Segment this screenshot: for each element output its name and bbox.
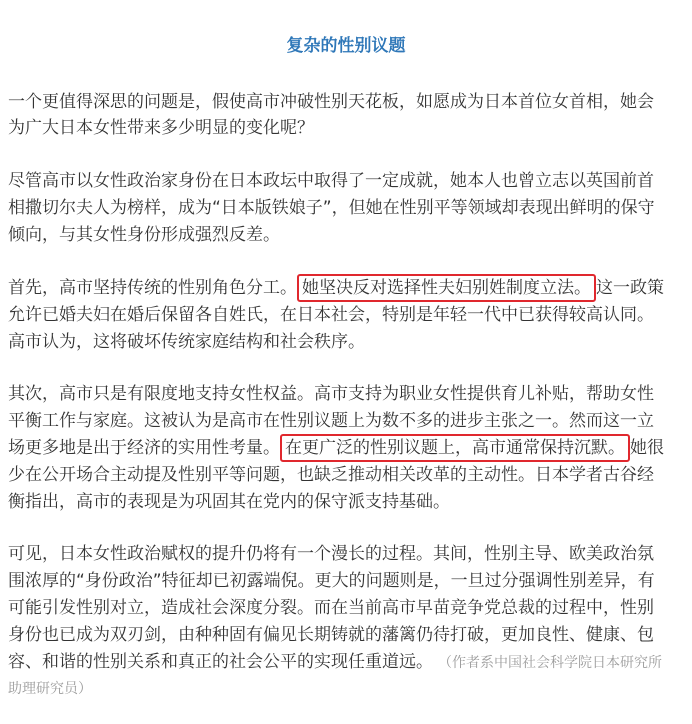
paragraph-4-text-after: 她很	[630, 438, 664, 458]
paragraph-3-text-after: 这一政策	[596, 278, 664, 298]
paragraph-1-line-1: 一个更值得深思的问题是，假使高市冲破性别天花板，如愿成为日本首位女首相，她会	[8, 92, 654, 112]
paragraph-3-text-before: 首先，高市坚持传统的性别角色分工。	[8, 278, 297, 298]
paragraph-4-line-2: 平衡工作与家庭。这被认为是高市在性别议题上为数不多的进步主张之一。然而这一立	[8, 411, 654, 431]
paragraph-4-line-4: 少在公开场合主动提及性别平等问题，也缺乏推动相关改革的主动性。日本学者古谷经	[8, 465, 654, 485]
paragraph-4-line-3	[8, 435, 664, 461]
paragraph-2-line-2: 相撒切尔夫人为榜样，成为“日本版铁娘子”，但她在性别平等领域却表现出鲜明的保守	[8, 198, 655, 218]
paragraph-5-line-2: 围浓厚的“身份政治”特征却已初露端倪。更大的问题则是，一旦过分强调性别差异，有	[8, 571, 655, 591]
paragraph-5-line-5	[8, 649, 662, 676]
paragraph-3-line-2: 允许已婚夫妇在婚后保留各自姓氏，在日本社会，特别是年轻一代中已获得较高认同。	[8, 305, 654, 325]
paragraph-5-line-4: 身份也已成为双刃剑，由种种固有偏见长期铸就的藩篱仍待打破，更加良性、健康、包	[8, 625, 654, 645]
paragraph-4-line-5: 衡指出，高市的表现是为巩固其在党内的保守派支持基础。	[8, 492, 450, 512]
paragraph-4-text-before: 场更多地是出于经济的实用性考量。	[8, 438, 280, 458]
paragraph-4-line-1: 其次，高市只是有限度地支持女性权益。高市支持为职业女性提供育儿补贴，帮助女性	[8, 384, 654, 404]
paragraph-5-line-1: 可见，日本女性政治赋权的提升仍将有一个漫长的过程。其间，性别主导、欧美政治氛	[8, 544, 654, 564]
paragraph-3-line-3: 高市认为，这将破坏传统家庭结构和社会秩序。	[8, 332, 365, 352]
paragraph-5-line-3: 可能引发性别对立，造成社会深度分裂。而在当前高市早苗竞争党总裁的过程中，性别	[8, 598, 654, 618]
paragraph-2-line-3: 倾向，与其女性身份形成强烈反差。	[8, 225, 280, 245]
paragraph-3-line-1	[8, 275, 664, 301]
highlighted-sentence-1: 她坚决反对选择性夫妇别姓制度立法。	[297, 274, 596, 302]
author-byline: （作者系中国社会科学院日本研究所	[445, 655, 662, 671]
author-byline-continued: 助理研究员）	[8, 681, 92, 697]
paragraph-5-last-text: 容、和谐的性别关系和真正的社会公平的实现任重道远。	[8, 652, 433, 672]
section-title: 复杂的性别议题	[286, 36, 406, 56]
paragraph-1-line-2: 为广大日本女性带来多少明显的变化呢？	[8, 118, 314, 138]
highlighted-sentence-2: 在更广泛的性别议题上，高市通常保持沉默。	[280, 434, 630, 462]
paragraph-2-line-1: 尽管高市以女性政治家身份在日本政坛中取得了一定成就，她本人也曾立志以英国前首	[8, 171, 654, 191]
